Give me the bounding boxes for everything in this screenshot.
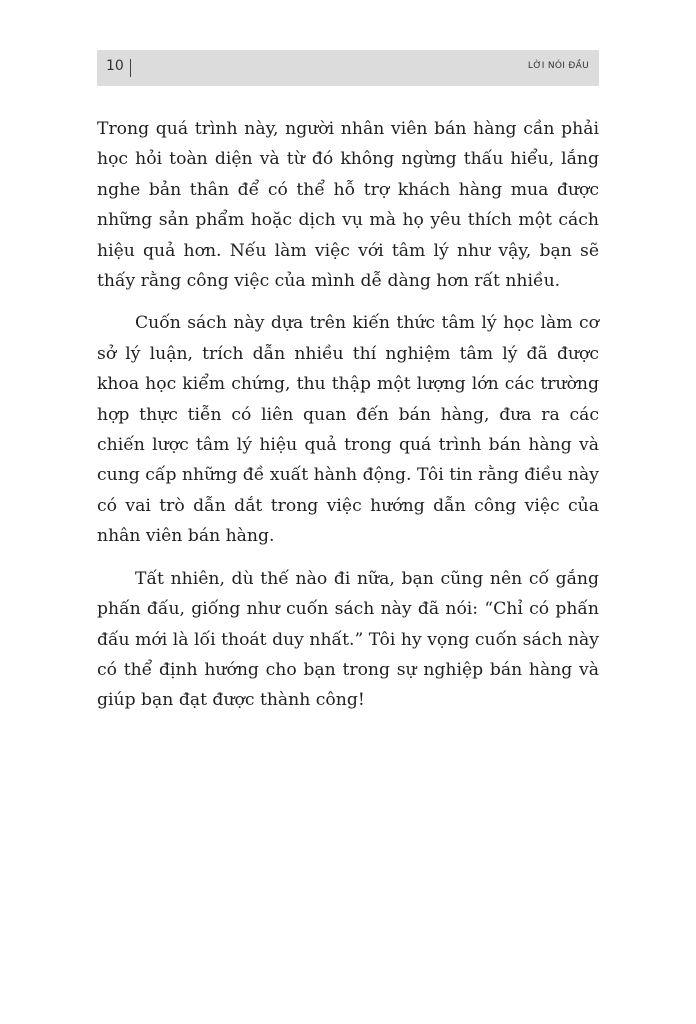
paragraph-2: Cuốn sách này dựa trên kiến thức tâm lý học làm cơ sở lý luận, trích dẫn nhiều thí nghiệm tâm lý đã được khoa học kiểm chứng, thu thập một lượng lớn các trường hợp thực tiễn có liên quan đến bán hàng, đưa ra các chiến lược tâm lý hiệu quả trong quá trình bán hàng và cung cấp những đề xuất hành động. Tôi tin rằng điều này có vai trò dẫn dắt trong việc hướng dẫn công việc của nhân viên bán hàng. <box>97 313 599 547</box>
running-head: LỜI NÓI ĐẦU <box>527 61 589 71</box>
paragraph-1: Trong quá trình này, người nhân viên bán hàng cần phải học hỏi toàn diện và từ đó không ngừng thấu hiểu, lắng nghe bản thân để có thể hỗ trợ khách hàng mua được những sản phẩm hoặc dịch vụ mà họ yêu thích một cách hiệu quả hơn. Nếu làm việc với tâm lý như vậy, bạn sẽ thấy rằng công việc của mình dễ dàng hơn rất nhiều. <box>97 119 599 292</box>
body-text <box>97 114 599 728</box>
paragraph-3: Tất nhiên, dù thế nào đi nữa, bạn cũng nên cố gắng phấn đấu, giống như cuốn sách này đã nói: “Chỉ có phấn đấu mới là lối thoát duy nhất.” Tôi hy vọng cuốn sách này có thể định hướng cho bạn trong sự nghiệp bán hàng và giúp bạn đạt được thành công! <box>97 568 599 711</box>
header-divider <box>130 59 131 77</box>
page-header <box>97 50 599 86</box>
page-number: 10 <box>106 58 124 74</box>
